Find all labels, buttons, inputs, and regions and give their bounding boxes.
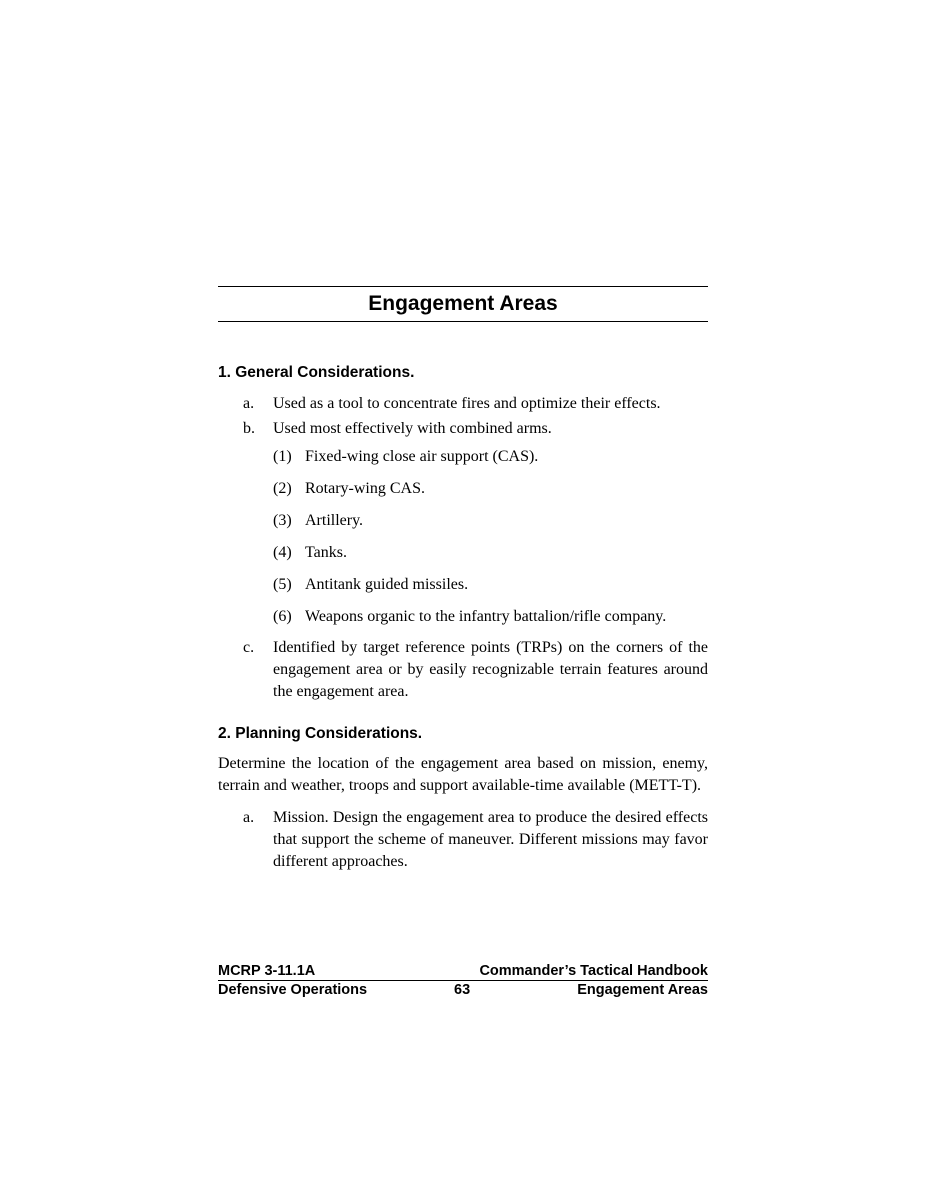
list-item-label: b. bbox=[243, 420, 255, 437]
sub-item-6 bbox=[218, 606, 708, 628]
sub-item-text: Artillery. bbox=[305, 512, 364, 529]
section-1-body bbox=[218, 393, 708, 703]
list-item-text: Identified by target reference points (TRPs) on the corners of the engagement area or by easily recognizable terrain features around the engagement area. bbox=[273, 639, 708, 700]
footer-doc-id: MCRP 3-11.1A bbox=[218, 963, 316, 979]
sub-item-label: (3) bbox=[273, 512, 292, 529]
page-content bbox=[218, 286, 708, 873]
page-footer bbox=[218, 962, 708, 999]
list-item-text: Mission. Design the engagement area to produce the desired effects that support the scheme of maneuver. Different missions may favor different approaches. bbox=[273, 809, 708, 870]
sub-item-5 bbox=[218, 574, 708, 596]
list-item-a bbox=[218, 807, 708, 873]
sub-item-2 bbox=[218, 478, 708, 500]
sub-item-text: Tanks. bbox=[305, 544, 347, 561]
footer-section: Engagement Areas bbox=[577, 982, 708, 998]
list-item-label: c. bbox=[243, 639, 255, 656]
footer-top-row bbox=[218, 962, 708, 981]
footer-book-title: Commander’s Tactical Handbook bbox=[479, 963, 708, 979]
list-item-text: Used most effectively with combined arms. bbox=[273, 420, 552, 437]
list-item-a bbox=[218, 393, 708, 415]
title-block bbox=[218, 286, 708, 322]
sub-item-1 bbox=[218, 446, 708, 468]
sub-item-4 bbox=[218, 542, 708, 564]
page-number: 63 bbox=[454, 982, 471, 998]
sub-item-label: (4) bbox=[273, 544, 292, 561]
section-2-body bbox=[218, 753, 708, 873]
page-title: Engagement Areas bbox=[368, 292, 558, 315]
sub-item-text: Weapons organic to the infantry battalion/rifle company. bbox=[305, 608, 667, 625]
section-1-heading: 1. General Considerations. bbox=[218, 364, 415, 381]
list-item-b bbox=[218, 418, 708, 440]
footer-bottom-row bbox=[218, 981, 708, 999]
sub-item-label: (6) bbox=[273, 608, 292, 625]
list-item-label: a. bbox=[243, 395, 255, 412]
section-2-intro: Determine the location of the engagement area based on mission, enemy, terrain and weather, troops and support available-time available (METT-T). bbox=[218, 755, 708, 794]
sub-item-text: Antitank guided missiles. bbox=[305, 576, 469, 593]
list-item-c bbox=[218, 637, 708, 703]
sub-item-label: (1) bbox=[273, 448, 292, 465]
sub-item-text: Rotary-wing CAS. bbox=[305, 480, 425, 497]
footer-chapter: Defensive Operations bbox=[218, 982, 368, 998]
list-item-text: Used as a tool to concentrate fires and optimize their effects. bbox=[273, 395, 661, 412]
sub-item-3 bbox=[218, 510, 708, 532]
section-2-heading: 2. Planning Considerations. bbox=[218, 725, 423, 742]
list-item-label: a. bbox=[243, 809, 255, 826]
sub-item-text: Fixed-wing close air support (CAS). bbox=[305, 448, 539, 465]
sub-item-label: (2) bbox=[273, 480, 292, 497]
sub-item-label: (5) bbox=[273, 576, 292, 593]
